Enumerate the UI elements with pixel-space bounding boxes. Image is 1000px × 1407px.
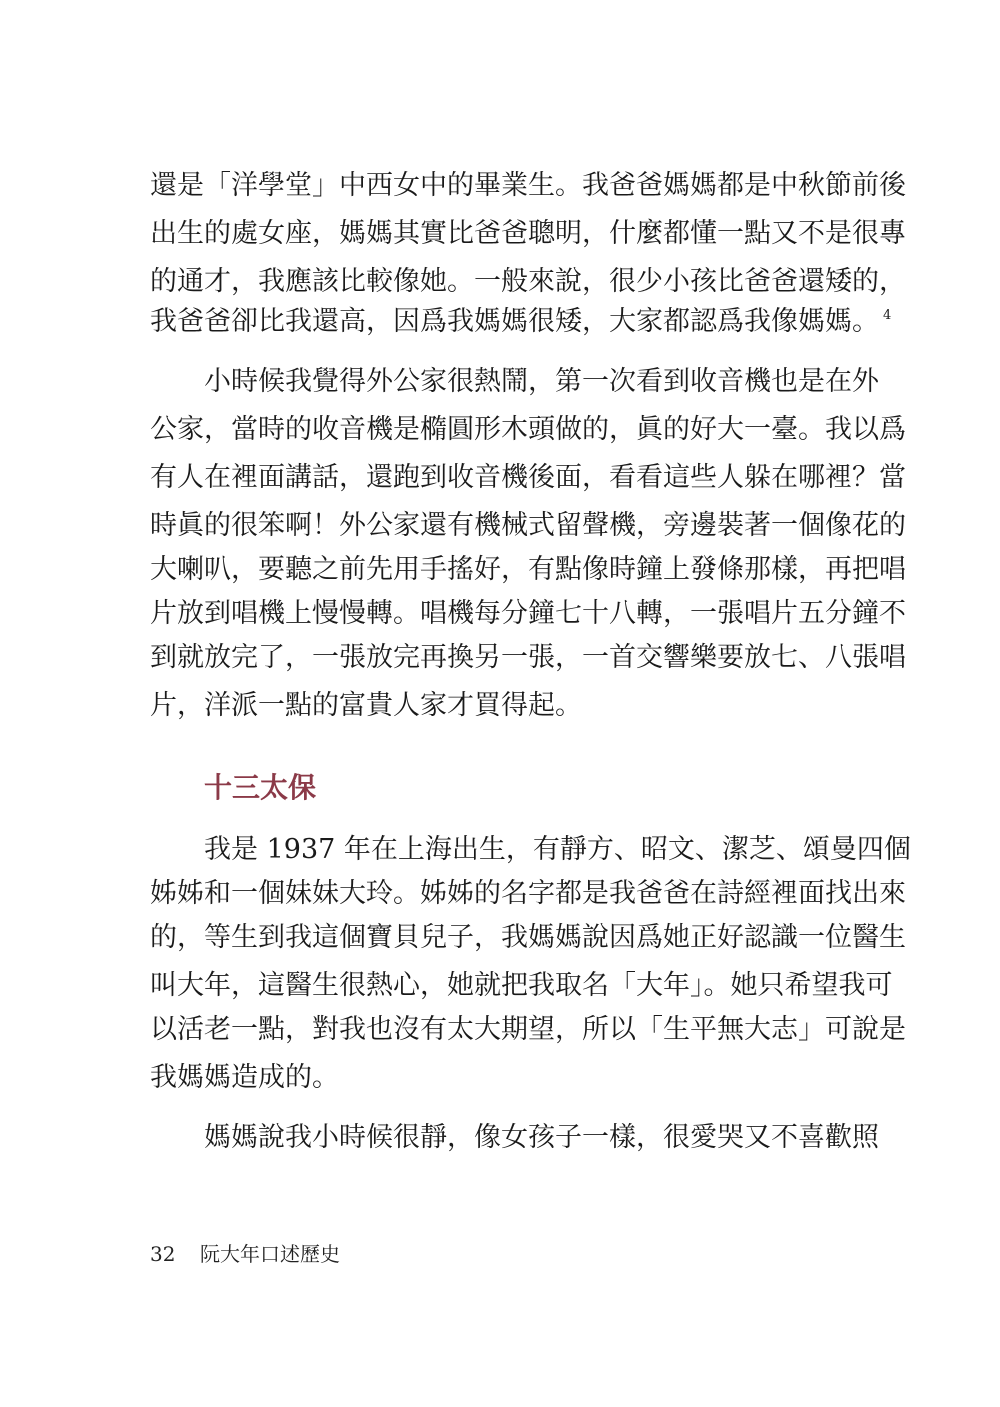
text-line: 我媽媽造成的。 <box>150 1062 339 1093</box>
text-line: 還是「洋學堂」中西女中的畢業生。我爸爸媽媽都是中秋節前後 <box>150 170 906 201</box>
book-title: 阮大年口述歷史 <box>200 1242 340 1266</box>
text-line: 叫大年，這醫生很熱心，她就把我取名「大年」。她只希望我可 <box>150 970 893 1001</box>
text-line: 公家，當時的收音機是橢圓形木頭做的，眞的好大一臺。我以爲 <box>150 414 906 445</box>
text-line: 大喇叭，要聽之前先用手搖好，有點像時鐘上發條那樣，再把唱 <box>150 554 906 585</box>
text-line: 以活老一點，對我也沒有太大期望，所以「生平無大志」可說是 <box>150 1014 906 1045</box>
text-line-with-footnote <box>150 302 892 342</box>
text-line: 片放到唱機上慢慢轉。唱機每分鐘七十八轉，一張唱片五分鐘不 <box>150 598 906 629</box>
section-heading: 十三太保 <box>204 771 317 804</box>
text-line: 姊姊和一個妹妹大玲。姊姊的名字都是我爸爸在詩經裡面找出來 <box>150 878 906 909</box>
text-line: 出生的處女座，媽媽其實比爸爸聰明，什麼都懂一點又不是很專 <box>150 218 906 249</box>
text-line: 時眞的很笨啊！外公家還有機械式留聲機，旁邊裝著一個像花的 <box>150 510 906 541</box>
text-line: 媽媽說我小時候很靜，像女孩子一樣，很愛哭又不喜歡照 <box>204 1122 879 1153</box>
text-line: 到就放完了，一張放完再換另一張，一首交響樂要放七、八張唱 <box>150 642 906 673</box>
text-line: 我是 1937 年在上海出生，有靜方、昭文、潔芝、頌曼四個 <box>204 834 911 865</box>
text-line: 有人在裡面講話，還跑到收音機後面，看看這些人躲在哪裡？當 <box>150 462 906 493</box>
page-number: 32 <box>150 1242 176 1266</box>
page-footer <box>150 1240 340 1268</box>
text-line: 的，等生到我這個寶貝兒子，我媽媽說因爲她正好認識一位醫生 <box>150 922 906 953</box>
text-line: 的通才，我應該比較像她。一般來說，很少小孩比爸爸還矮的， <box>150 266 906 297</box>
text-line: 小時候我覺得外公家很熱鬧，第一次看到收音機也是在外 <box>204 366 879 397</box>
footnote-marker: 4 <box>883 308 892 323</box>
text-line: 我爸爸卻比我還高，因爲我媽媽很矮，大家都認爲我像媽媽。 <box>150 306 879 337</box>
text-line: 片，洋派一點的富貴人家才買得起。 <box>150 690 582 721</box>
